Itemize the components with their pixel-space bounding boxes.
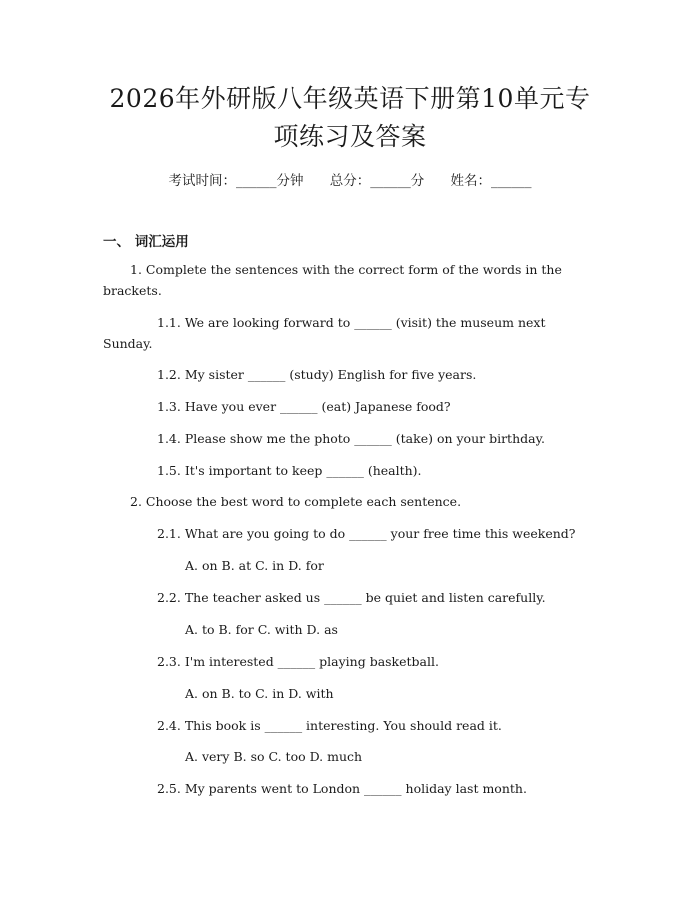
total-score: 总分：______分	[329, 173, 425, 189]
student-name: 姓名：______	[450, 173, 532, 189]
question-2-1-options: A. on B. at C. in D. for	[185, 558, 324, 573]
document-title	[60, 80, 640, 156]
question-2-2-options: A. to B. for C. with D. as	[185, 622, 338, 637]
question-1-2: 1.2. My sister ______ (study) English for five years.	[157, 367, 477, 382]
question-2-1: 2.1. What are you going to do ______ your free time this weekend?	[157, 526, 576, 541]
section-heading: 一、 词汇运用	[103, 234, 189, 250]
question-2-line-1: 2. Choose the best word to complete each sentence.	[130, 494, 462, 509]
question-1-1-cont: Sunday.	[103, 336, 153, 351]
question-2-4-options: A. very B. so C. too D. much	[185, 749, 363, 764]
exam-meta	[0, 169, 700, 189]
question-2-3: 2.3. I'm interested ______ playing basketball.	[157, 654, 439, 669]
title-line-2: 项练习及答案	[273, 122, 427, 151]
question-1-4: 1.4. Please show me the photo ______ (take) on your birthday.	[157, 431, 545, 446]
question-1-5: 1.5. It's important to keep ______ (health).	[157, 463, 422, 478]
question-1-line-1: 1. Complete the sentences with the correct form of the words in the	[130, 262, 562, 277]
exam-time: 考试时间：______分钟	[168, 173, 304, 189]
question-2-2: 2.2. The teacher asked us ______ be quiet and listen carefully.	[157, 590, 546, 605]
question-1-1: 1.1. We are looking forward to ______ (visit) the museum next	[157, 315, 546, 330]
question-1-3: 1.3. Have you ever ______ (eat) Japanese food?	[157, 399, 451, 414]
question-2-3-options: A. on B. to C. in D. with	[185, 686, 334, 701]
question-2-4: 2.4. This book is ______ interesting. You should read it.	[157, 718, 502, 733]
question-2-5: 2.5. My parents went to London ______ holiday last month.	[157, 781, 527, 796]
title-line-1: 2026年外研版八年级英语下册第10单元专	[109, 84, 591, 113]
question-1-line-2: brackets.	[103, 283, 162, 298]
